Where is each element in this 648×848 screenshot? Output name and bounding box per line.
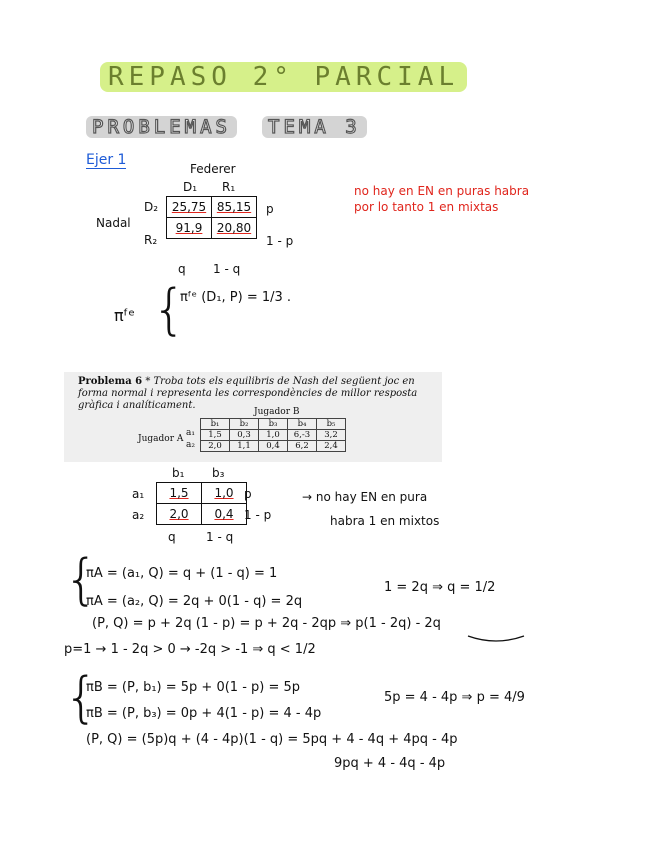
printed-col-b5: b₅ [317,419,346,430]
printed-row-a2: a₂ [186,440,195,450]
row-prob-p: p [266,202,274,216]
note-ex2-line2: habra 1 en mixtos [330,514,440,528]
eq-p-equals-1: p=1 → 1 - 2q > 0 → -2q > -1 ⇒ q < 1/2 [64,642,316,657]
printed-cell: 3,2 [317,430,346,441]
ex2-row-strategy-2: a₂ [132,508,145,522]
printed-cell: 0,3 [230,430,259,441]
eq-pi-b-1: πB = (P, b₁) = 5p + 0(1 - p) = 5p [86,680,301,695]
ex2-row-prob-p: p [244,487,252,501]
cell-ex2-1-1: 1,5 [157,483,202,504]
ex2-row-prob-1-p: 1 - p [244,508,272,522]
col-strategy-2: R₁ [222,180,236,194]
col-player-label: Federer [190,162,236,176]
eq-payoff-pq-2-simplified: 9pq + 4 - 4q - 4p [334,756,446,771]
printed-cell: 6,-3 [288,430,317,441]
cell-ex1-2-1: 91,9 [167,218,212,239]
eq-solve-p: 5p = 4 - 4p ⇒ p = 4/9 [384,690,525,705]
printed-col-b1: b₁ [201,419,230,430]
problem-6-statement: Problema 6 * Troba tots els equilibris de Nash del següent joc en forma normal i representa les correspondències de millor resposta gràfica i analíticament. [78,376,418,411]
cell-ex2-2-2: 0,4 [202,504,247,525]
eq-pi-b-2: πB = (P, b₃) = 0p + 4(1 - p) = 4 - 4p [86,706,322,721]
brace-player-a: { [64,548,99,611]
section-title-problemas: PROBLEMAS [86,116,237,138]
col-strategy-1: D₁ [183,180,198,194]
printed-cell: 6,2 [288,441,317,452]
printed-cell: 1,0 [259,430,288,441]
exercise-1-label: Ejer 1 [86,152,127,168]
note-ex1-line2: por lo tanto 1 en mixtas [354,200,499,214]
ex2-col-strategy-1: b₁ [172,466,185,480]
col-prob-1-q: 1 - q [213,262,241,276]
printed-row-a1: a₁ [186,428,195,438]
ex2-col-prob-1-q: 1 - q [206,530,234,544]
note-ex1-line1: no hay en EN en puras habra [354,184,530,198]
printed-col-b4: b₄ [288,419,317,430]
cell-ex2-1-2: 1,0 [202,483,247,504]
row-strategy-1: D₂ [144,200,159,214]
printed-col-player: Jugador B [254,407,300,417]
printed-cell: 1,5 [201,430,230,441]
row-strategy-2: R₂ [144,233,158,247]
pi-federer-expression: πᶠᵉ (D₁, P) = 1/3 . [180,290,292,305]
printed-cell: 2,0 [201,441,230,452]
printed-col-b2: b₂ [230,419,259,430]
cell-ex2-2-1: 2,0 [157,504,202,525]
printed-cell: 2,4 [317,441,346,452]
cell-ex1-1-2: 85,15 [212,197,257,218]
section-title-tema: TEMA 3 [262,116,367,138]
row-player-label: Nadal [96,216,131,230]
printed-row-player: Jugador A [138,434,184,444]
row-prob-1-p: 1 - p [266,234,294,248]
ex2-col-prob-q: q [168,530,176,544]
eq-pi-a-2: πA = (a₂, Q) = 2q + 0(1 - q) = 2q [86,594,303,609]
brace-player-b: { [64,666,99,729]
left-brace: { [152,278,187,341]
eq-solve-q: 1 = 2q ⇒ q = 1/2 [384,580,496,595]
note-ex2-line1: → no hay EN en pura [302,490,428,504]
eq-pi-a-1: πA = (a₁, Q) = q + (1 - q) = 1 [86,566,278,581]
printed-cell: 1,1 [230,441,259,452]
eq-payoff-pq-2: (P, Q) = (5p)q + (4 - 4p)(1 - q) = 5pq + 4 - 4q + 4pq - 4p [86,732,458,747]
pi-federer-label: πᶠᵉ [114,306,136,325]
cell-ex1-1-1: 25,75 [167,197,212,218]
page-title: REPASO 2° PARCIAL [100,62,467,92]
eq-payoff-pq: (P, Q) = p + 2q (1 - p) = p + 2q - 2qp ⇒ p(1 - 2q) - 2q [92,616,441,631]
printed-col-b3: b₃ [259,419,288,430]
ex2-row-strategy-1: a₁ [132,487,145,501]
col-prob-q: q [178,262,186,276]
cell-ex1-2-2: 20,80 [212,218,257,239]
printed-cell: 0,4 [259,441,288,452]
ex2-col-strategy-2: b₃ [212,466,225,480]
